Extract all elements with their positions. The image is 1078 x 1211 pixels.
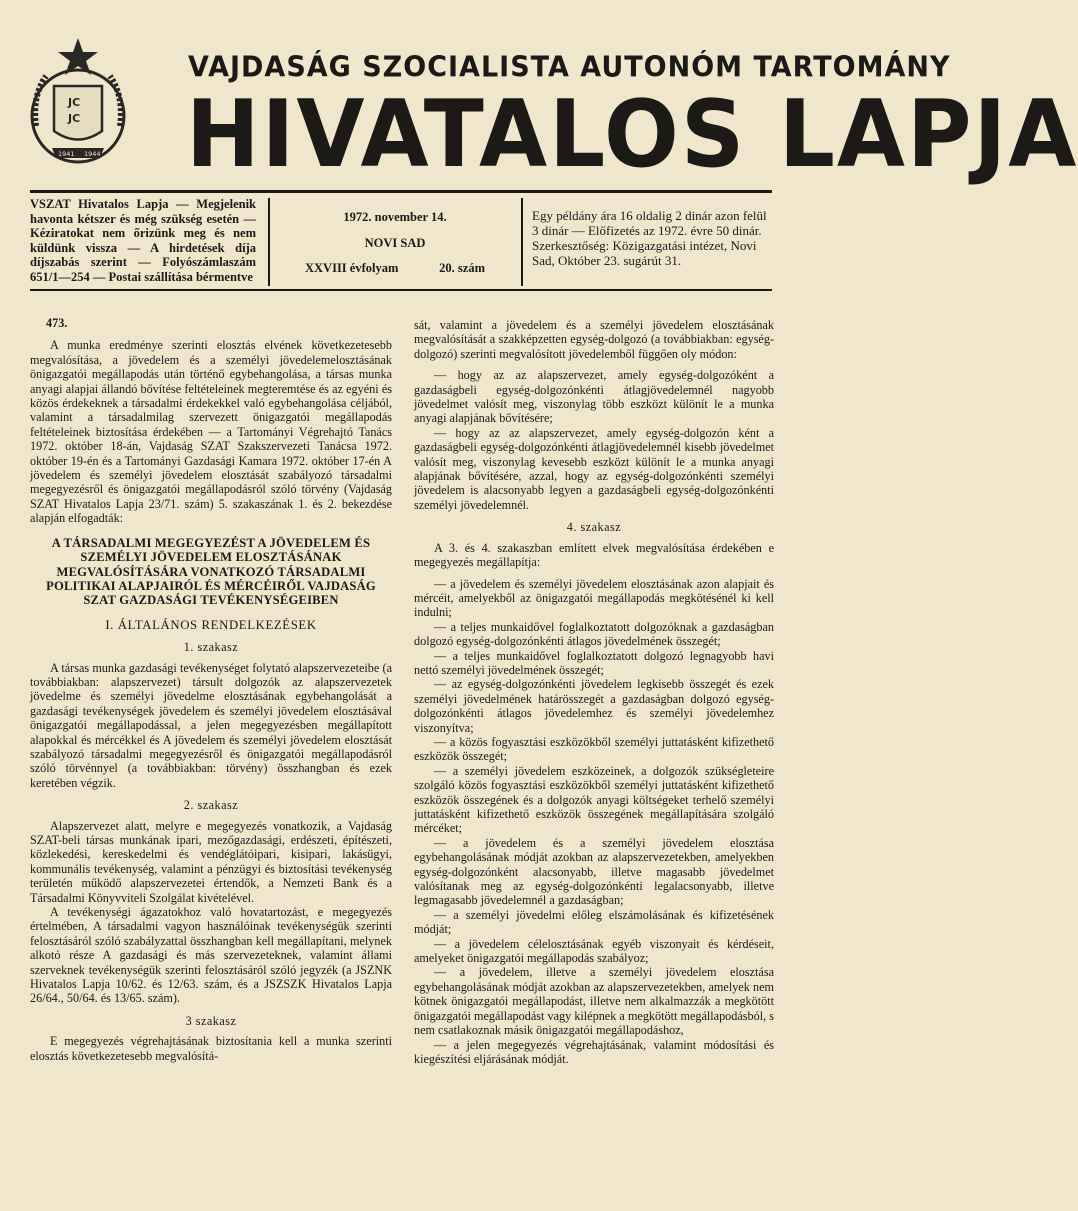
svg-text:JC: JC bbox=[68, 96, 81, 109]
section-4-item-3: — a teljes munkaidővel foglalkoztatott dolgozó legnagyobb havi nettó személyi jövedelmének összegét; bbox=[414, 648, 774, 677]
section-4-item-9: — a jövedelem célelosztásának egyéb viszonyait és kérdéseit, amelyeket önigazgatói megállapodás szabályoz; bbox=[414, 936, 774, 966]
section-4-intro: A 3. és 4. szakaszban említett elvek megvalósítása érdekében e megegyezés megállapítja: bbox=[414, 540, 774, 570]
publication-info: VSZAT Hivatalos Lapja — Megjelenik havonta kétszer és még szükség esetén — Kéziratokat nem őrizünk meg és nem küldünk vissza — A hirdetések díja díjszabás szerint — Folyószámlaszám 651/1—254 — Postai szállítása bérmentve bbox=[30, 197, 256, 284]
section-3-continued: sát, valamint a jövedelem és a személyi jövedelem elosztásának megvalósítását a szakképzetten egység-dolgozó (a továbbiakban: egység-dolgozó) szerinti megvalósított jövedelemből függően oly módon: bbox=[414, 318, 774, 361]
section-1-text: A társas munka gazdasági tevékenységet folytató alapszervezeteibe (a továbbiakban: alapszervezet) társult dolgozók az alapszervezetek jövedelme és személyi jövedelme elosztásának egybehangolását a gazdasági tevékenységek jövedelem és személyi jövedelem elosztásával önigazgatói megállapodással, a jelen megegyezésben megállapított alapokkal és mércékkel és A jövedelem és személyi jövedelem elosztását szabályozó társadalmi megegyezésről és önigazgatói megállapodásról szóló törvénnyel (a továbbiakban: törvény) összhangban és ezek keretében végzik. bbox=[30, 660, 392, 790]
issue-info bbox=[285, 210, 505, 287]
section-4-item-5: — a közös fogyasztási eszközökből személyi juttatásként kifizethető eszközök összegét; bbox=[414, 734, 774, 764]
masthead-subtitle: VAJDASÁG SZOCIALISTA AUTONÓM TARTOMÁNY bbox=[188, 51, 951, 84]
section-4-item-2: — a teljes munkaidővel foglalkoztatott dolgozóknak a gazdaságban dolgozó egység-dolgozónkénti átlagos jövedelmének összegét; bbox=[414, 619, 774, 649]
decree-intro: A munka eredménye szerinti elosztás elvének következetesebb megvalósítása, a jövedelem és a személyi jövedelemelosztásának önigazgatói megállapodás után történő egybehangolása, a társas munka anyagi alapjai állandó bővítése feltételeinek megteremtése és az egyéni és közös érdekeknek a társadalmi érdekekkel való egybehangolása céljából, valamint a társadalmilag szervezett önigazgatói megállapodás feltételeinek biztosítása érdekében — a Tartományi Végrehajtó Tanács 1972. október 18-án, Vajdaság SZAT Szakszervezeti Tanácsa 1972. október 19-én és a Tartományi Gazdasági Kamara 1972. október 17-én A jövedelem és személyi jövedelem elosztását szabályozó társadalmi megegyezésről és önigazgatói megállapodásról szóló törvény (Vajdaság SZAT Hivatalos Lapja 23/71. szám) 5. szakaszának 1. és 2. bekezdése alapján elfogadták: bbox=[30, 338, 392, 526]
section-3-text: E megegyezés végrehajtásának biztosítania kell a munka szerinti elosztás következetesebb megvalósítá- bbox=[30, 1034, 392, 1063]
header-bottom-rule bbox=[30, 289, 772, 291]
issue-number: 20. szám bbox=[439, 261, 485, 275]
masthead-title: HIVATALOS LAPJA bbox=[186, 79, 1078, 188]
issue-volume: XXVIII évfolyam bbox=[305, 261, 399, 275]
emblem-year-1: 1941 bbox=[58, 150, 75, 158]
right-column bbox=[414, 318, 774, 1066]
section-2-text-1: Alapszervezet alatt, melyre e megegyezés vonatkozik, a Vajdaság SZAT-beli társas munkának ipari, mezőgazdasági, erdészeti, építészeti, közlekedési, kereskedelmi és vendéglátóipari, kisipari, lakásügyi, kommunális tevékenység, valamint a pénzügyi és biztosítási tevékenység területén működő alapszervezetei értendők, a Nemzeti Bank és a Társadalmi Könyvviteli Szolgálat kivételével. bbox=[30, 818, 392, 905]
issue-volume-row bbox=[285, 261, 505, 276]
section-2-title: 2. szakasz bbox=[183, 798, 239, 813]
price-info: Egy példány ára 16 oldalig 2 dinár azon felül 3 dinár — Előfizetés az 1972. évre 50 dinár. Szerkesztőség: Közigazgatási intézet, Novi Sad, Október 23. sugárút 31. bbox=[532, 208, 767, 268]
section-4-title: 4. szakasz bbox=[566, 520, 622, 535]
section-4-item-10: — a jövedelem, illetve a személyi jövedelem elosztása egybehangolásának módját azokban az alapszervezetekben, amelyek nem kötnek önigazgatói megállapodást, illetve nem alkalmazzák a megkötött önigazgatói megállapodást vagy kilépnek a megkötött megállapodásból, s nem csatlakoznak másik önigazgatói megállapodáshoz, bbox=[414, 965, 774, 1038]
section-4-item-1: — a jövedelem és személyi jövedelem elosztásának azon alapjait és mércéit, amelyekből az önigazgatói megállapodás megkötésénél ki kell indulni; bbox=[414, 576, 774, 620]
section-1-title: 1. szakasz bbox=[183, 640, 239, 655]
masthead-rule bbox=[30, 190, 772, 193]
section-3-bullet-1: — hogy az az alapszervezet, amely egység-dolgozóként a gazdaságbeli egység-dolgozónkénti átlagjövedelemnél nagyobb jövedelmet valósít meg, viszonylag több eszközt különít le a munka anyagi alapjának bővítésére; bbox=[414, 368, 774, 426]
section-4-item-7: — a jövedelem és a személyi jövedelem elosztása egybehangolásának módját azokban az alapszervezetekben, amelyekben egység-dolgozónként alacsonyabb, illetve magasabb jövedelmet valósítanak meg az egység-dolgozónkénti legalacsonyabb, illetve legmagasabb jövedelemnél a gazdaságban; bbox=[414, 835, 774, 908]
left-column bbox=[30, 316, 392, 1063]
header-divider-left bbox=[268, 198, 270, 286]
section-4-item-4: — az egység-dolgozónkénti jövedelem legkisebb összegét és ezek személyi jövedelmének határösszegét a gazdaságban dolgozó egység-dolgozónkénti átlagos jövedelemhez és személyi jövedelemhez viszonyítva; bbox=[414, 677, 774, 735]
decree-number: 473. bbox=[46, 316, 68, 330]
section-4-item-8: — a személyi jövedelmi előleg elszámolásának és kifizetésének módját; bbox=[414, 907, 774, 937]
coat-of-arms-icon bbox=[22, 36, 134, 168]
section-4-item-11: — a jelen megegyezés végrehajtásának, valamint módosítási és kiegészítési eljárásának módját. bbox=[414, 1037, 774, 1066]
chapter-title: I. ÁLTALÁNOS RENDELKEZÉSEK bbox=[105, 617, 317, 632]
section-3-bullet-2: — hogy az az alapszervezet, amely egység-dolgozón ként a gazdaságbeli egység-dolgozónkénti átlagjövedelemnél kisebb jövedelmet valósít meg, viszonylag kevesebb eszközt különít le a munka anyagi alapjának bővítésére, azzal, hogy az egység-dolgozónkénti személyi jövedelem is alacsonyabb legyen a gazdaságbeli egység-dolgozónkénti személyi jövedelemnél. bbox=[414, 425, 774, 512]
section-3-title: 3 szakasz bbox=[185, 1013, 237, 1028]
issue-date: 1972. november 14. bbox=[343, 210, 447, 224]
emblem-year-2: 1944 bbox=[84, 150, 101, 158]
section-2-text-2: A tevékenységi ágazatokhoz való hovatartozást, e megegyezés értelmében, A társadalmi vagyon használóinak tevékenységük szerinti felosztásáról szóló szabályzattal összhangban kell megállapítani, melynek alkotó része A gazdasági és más szervezeteknek, valamint állami szerveknek tevékenységük szerinti felosztásáról szóló jegyzék (a JSZNK Hivatalos Lapja 10/62. és 12/63. szám, és a JSZSZK Hivatalos Lapja 26/64., 50/64. és 13/65. szám). bbox=[30, 905, 392, 1006]
svg-text:JC: JC bbox=[68, 112, 81, 125]
agreement-title: A TÁRSADALMI MEGEGYEZÉST A JÖVEDELEM ÉS SZEMÉLYI JÖVEDELEM ELOSZTÁSÁNAK MEGVALÓSÍTÁSÁRA VONATKOZÓ TÁRSADALMI POLITIKAI ALAPJAIRÓL ÉS MÉRCÉIRŐL VAJDASÁG SZAT GAZDASÁGI TEVÉKENYSÉGEIBEN bbox=[46, 535, 376, 608]
issue-place: NOVI SAD bbox=[364, 235, 426, 250]
section-4-item-6: — a személyi jövedelem eszközeinek, a dolgozók szükségleteire szolgáló közös fogyasztási eszközökből személyi juttatásként kifizethető eszközök összegének és a dolgozók anyagi költségeket terhelő személyi juttatásként kifizethető eszközök összegének megállapítására szolgáló mércéket; bbox=[414, 763, 774, 836]
header-divider-right bbox=[521, 198, 523, 286]
